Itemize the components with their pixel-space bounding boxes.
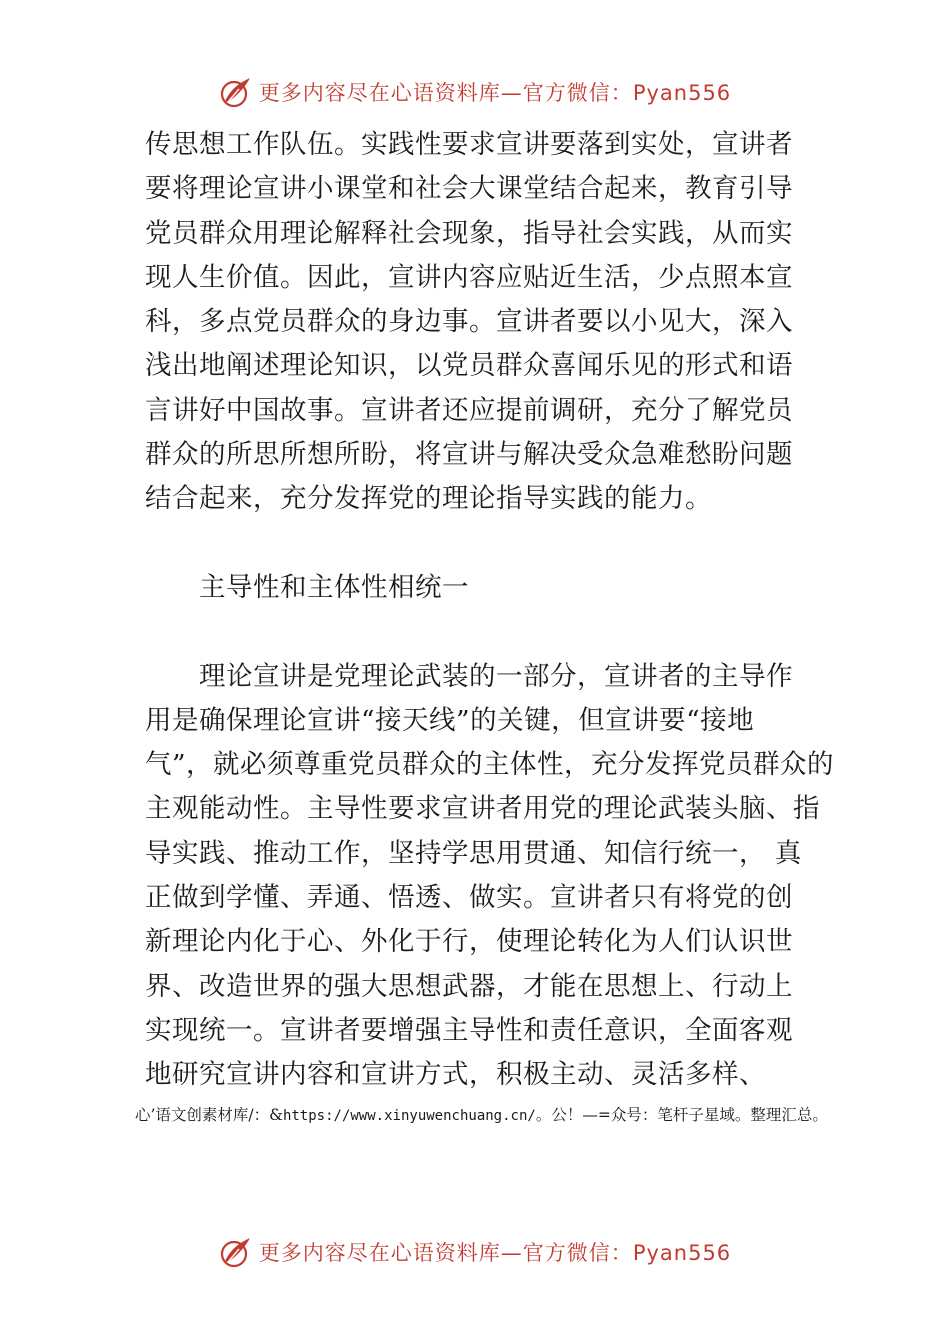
paragraph-gap <box>145 610 810 654</box>
banner-label: 更多内容尽在心语资料库—官方微信： <box>258 81 633 105</box>
text-line: 用是确保理论宣讲“接天线”的关键，但宣讲要“接地 <box>145 704 755 736</box>
section-heading: 主导性和主体性相统一 <box>199 571 469 603</box>
source-note-suffix: 。公！—=众号：笔杆子星域。整理汇总。 <box>535 1106 828 1124</box>
text-line: 科，多点党员群众的身边事。宣讲者要以小见大，深入 <box>145 306 793 338</box>
text-line: 实现统一。宣讲者要增强主导性和责任意识，全面客观 <box>145 1014 793 1046</box>
text-line: 言讲好中国故事。宣讲者还应提前调研，充分了解党员 <box>145 394 793 426</box>
text-line: 正做到学懂、弄通、悟透、做实。宣讲者只有将党的创 <box>145 882 793 914</box>
source-url: https://www.xinyuwenchuang.cn/ <box>282 1108 536 1124</box>
text-line: 界、改造世界的强大思想武器，才能在思想上、行动上 <box>145 970 793 1002</box>
text-line: 群众的所思所想所盼，将宣讲与解决受众急难愁盼问题 <box>145 439 793 471</box>
quill-logo-icon <box>219 1235 253 1269</box>
source-note <box>135 1102 845 1129</box>
text-line: 现人生价值。因此，宣讲内容应贴近生活，少点照本宣 <box>145 261 793 293</box>
wechat-handle: Pyan556 <box>632 1241 732 1265</box>
text-line: 气”，就必须尊重党员群众的主体性，充分发挥党员群众的 <box>145 749 835 781</box>
text-line: 导实践、推动工作，坚持学思用贯通、知信行统一， 真 <box>145 837 802 869</box>
footer-banner <box>0 1232 950 1272</box>
wechat-handle: Pyan556 <box>632 81 732 105</box>
text-line: 要将理论宣讲小课堂和社会大课堂结合起来，教育引导 <box>145 173 793 205</box>
banner-label: 更多内容尽在心语资料库—官方微信： <box>258 1241 633 1265</box>
paragraph-gap <box>145 522 810 566</box>
quill-logo-icon <box>219 75 253 109</box>
text-line: 浅出地阐述理论知识，以党员群众喜闻乐见的形式和语 <box>145 350 793 382</box>
banner-text <box>259 77 731 107</box>
text-line: 新理论内化于心、外化于行，使理论转化为人们认识世 <box>145 926 793 958</box>
header-banner <box>0 72 950 112</box>
text-line: 主观能动性。主导性要求宣讲者用党的理论武装头脑、指 <box>145 793 820 825</box>
text-line: 理论宣讲是党理论武装的一部分，宣讲者的主导作 <box>199 660 793 692</box>
text-line: 地研究宣讲内容和宣讲方式，积极主动、灵活多样、 <box>145 1059 766 1091</box>
text-line: 党员群众用理论解释社会现象，指导社会实践，从而实 <box>145 217 793 249</box>
text-line: 传思想工作队伍。实践性要求宣讲要落到实处，宣讲者 <box>145 129 793 160</box>
source-note-prefix: 心’语文创素材库/：& <box>135 1106 283 1124</box>
banner-text <box>259 1237 731 1267</box>
document-body <box>145 123 835 1098</box>
text-line: 结合起来，充分发挥党的理论指导实践的能力。 <box>145 483 712 515</box>
